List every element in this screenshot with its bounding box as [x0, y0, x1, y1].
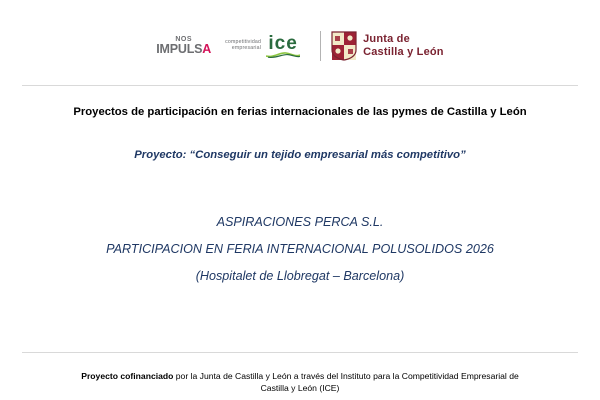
coat-of-arms-icon — [331, 31, 357, 61]
impulsa-accent-letter: A — [202, 42, 212, 57]
ice-swoosh-icon — [266, 51, 300, 58]
fair-location-line: (Hospitalet de Llobregat – Barcelona) — [195, 269, 405, 283]
ice-mark — [266, 34, 300, 58]
document-subtitle: Proyecto: “Conseguir un tejido empresarial más competitivo” — [134, 149, 466, 161]
ice-word-empresarial: empresarial — [231, 45, 262, 51]
junta-line2: Castilla y León — [363, 46, 444, 58]
impulsa-text: IMPULS — [156, 42, 203, 57]
footer-line2: Castilla y León (ICE) — [260, 383, 340, 394]
nos-impulsa-line2 — [156, 43, 211, 56]
junta-logo — [331, 31, 444, 61]
company-block — [0, 215, 600, 283]
junta-wordmark — [363, 33, 444, 58]
logo-divider — [320, 31, 321, 61]
company-name: ASPIRACIONES PERCA S.L. — [216, 215, 384, 229]
footer-bold-prefix: Proyecto cofinanciado — [81, 371, 174, 381]
ice-word-competitividad: competitividad — [225, 39, 262, 46]
ice-logo — [225, 34, 300, 58]
footer-rest-line1: por la Junta de Castilla y León a través del Instituto para la Competitividad Empresarial de — [173, 371, 519, 381]
fair-participation-line: PARTICIPACION EN FERIA INTERNACIONAL POLUSOLIDOS 2026 — [106, 242, 494, 256]
bottom-divider — [22, 352, 578, 353]
nos-impulsa-logo — [156, 36, 211, 56]
junta-line1: Junta de — [363, 33, 410, 46]
ice-letters: ice — [268, 33, 298, 54]
nos-impulsa-line1: NOS — [175, 36, 193, 44]
footer-note — [0, 370, 600, 395]
logo-band — [0, 22, 600, 70]
top-divider — [22, 85, 578, 86]
ice-wordmark — [225, 40, 261, 52]
document-title: Proyectos de participación en ferias internacionales de las pymes de Castilla y León — [73, 106, 527, 118]
